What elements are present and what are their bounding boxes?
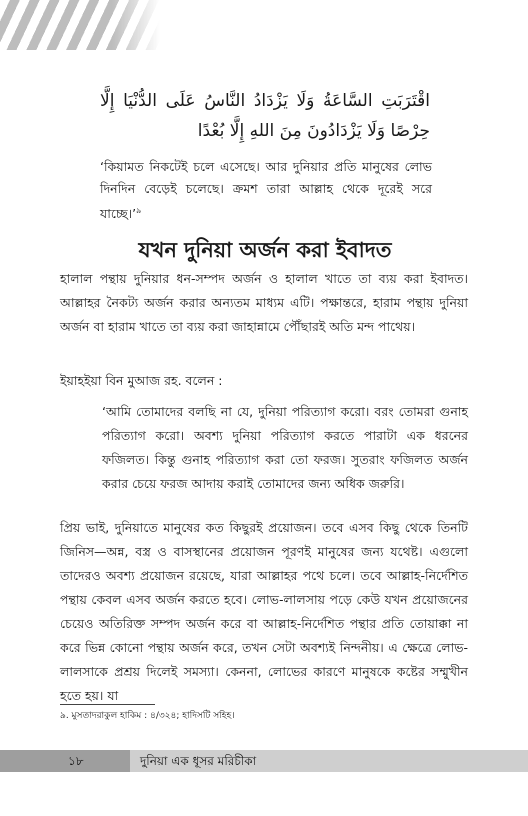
paragraph-halal: হালাল পন্থায় দুনিয়ার ধন-সম্পদ অর্জন ও হালাল খাতে তা ব্যয় করা ইবাদত। আল্লাহর নৈকট্য অর্জন করার অন্যতম মাধ্যম এটি। পক্ষান্তরে, হারাম পন্থায় দুনিয়া অর্জন বা হারাম খাতে তা ব্যয় করা জাহান্নামে পৌঁছারই অতি মন্দ পাথেয়। [60,271,468,334]
quote-kiyamat-text: ‘কিয়ামত নিকটেই চলে এসেছে। আর দুনিয়ার প্রতি মানুষের লোভ দিনদিন বেড়েই চলেছে। ক্রমশ তারা আল্লাহ থেকে দূরেই সরে যাচ্ছে।’ [100,159,432,222]
corner-hatch-fade [0,0,160,50]
paragraph-attribution: ইয়াহইয়া বিন মুআজ রহ. বলেন : [60,373,223,388]
page-number: ১৮ [68,754,84,768]
arabic-verse: اقْتَرَبَتِ السَّاعَةُ وَلَا يَزْدَادُ النَّاسُ عَلَى الدُّنْيَا إِلَّا حِرْصًا وَلَا يَزْدَادُونَ مِنَ اللهِ إِلَّا بُعْدًا [100,91,430,141]
section-heading: যখন দুনিয়া অর্জন করা ইবাদত [138,238,392,262]
footnote-marker[interactable]: ৯ [136,206,142,215]
page-number-box [0,750,130,772]
footnote: ৯. মুসতাদরাকুল হাকিম : ৪/৩২৪; হাদিসটি সহিহ। [60,711,235,721]
footnote-divider [60,704,155,705]
paragraph-priyo-bhai: প্রিয় ভাই, দুনিয়াতে মানুষের কত কিছুরই প্রয়োজন। তবে এসব কিছু থেকে তিনটি জিনিস—অন্ন, বস্ত্র ও বাসস্থানের প্রয়োজন পূরণই মানুষের জন্য যথেষ্ট। এগুলো তাদেরও অবশ্য প্রয়োজন রয়েছে, যারা আল্লাহর পথে চলে। তবে আল্লাহ-নির্দেশিত পন্থায় কেবল এসব অর্জন করতে হবে। লোভ-লালসায় পড়ে কেউ যখন প্রয়োজনের চেয়েও অতিরিক্ত সম্পদ অর্জন করে বা আল্লাহ-নির্দেশিত পন্থার প্রতি তোয়াক্কা না করে ভিন্ন কোনো পন্থায় অর্জন করে, তখন সেটা অবশ্যই নিন্দনীয়। এ ক্ষেত্রে লোভ-লালসাকে প্রশ্রয় দিলেই সমস্যা। কেননা, লোভের কারণে মানুষকে কষ্টের সম্মুখীন হতে হয়। যা [60,520,468,703]
page-footer [0,750,528,772]
quote-yahya: ‘আমি তোমাদের বলছি না যে, দুনিয়া পরিত্যাগ করো। বরং তোমরা গুনাহ পরিত্যাগ করো। অবশ্য দুনিয়া পরিত্যাগ করতে পারাটা এক ধরনের ফজিলত। কিন্তু গুনাহ পরিত্যাগ করা তো ফরজ। সুতরাং ফজিলত অর্জন করার চেয়ে ফরজ আদায় করাই তোমাদের জন্য অধিক জরুরি। [102,404,468,491]
book-title: দুনিয়া এক ধূসর মরিচীকা [140,754,257,768]
quote-kiyamat [100,156,432,225]
